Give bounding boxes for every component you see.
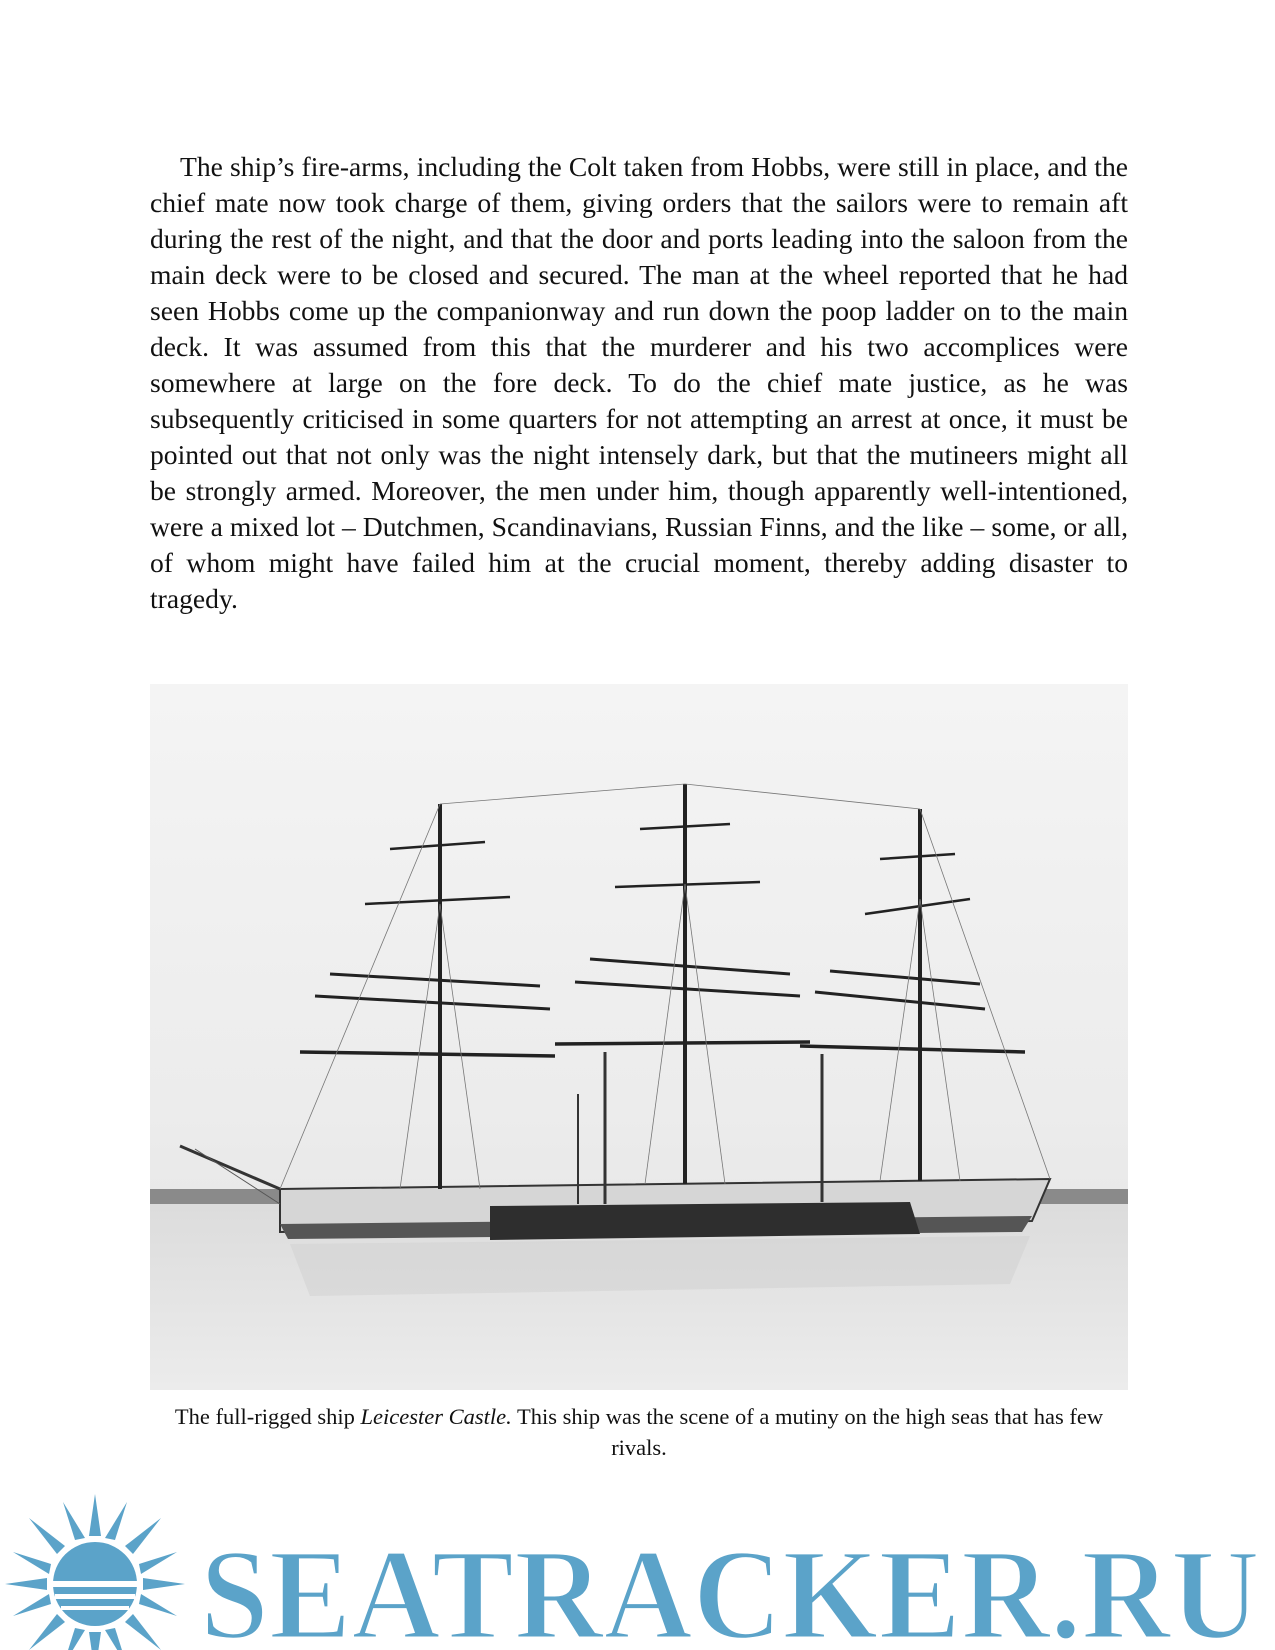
seatracker-watermark — [0, 1462, 1275, 1650]
caption-suffix: This ship was the scene of a mutiny on the high seas that has few rivals. — [511, 1404, 1104, 1460]
ship-photograph — [150, 684, 1128, 1390]
caption-prefix: The full-rigged ship — [174, 1404, 361, 1429]
figure-caption — [150, 1401, 1128, 1463]
watermark-text: SEATRACKER.RU — [200, 1523, 1260, 1650]
body-paragraph: The ship’s fire-arms, including the Colt taken from Hobbs, were still in place, and the chief mate now took charge of them, giving orders that the sailors were to remain aft during the rest of the night, and that the door and ports leading into the saloon from the main deck were to be closed and secured. The man at the wheel reported that he had seen Hobbs come up the companionway and run down the poop ladder on to the main deck. It was assumed from this that the murderer and his two accomplices were somewhere at large on the fore deck. To do the chief mate justice, as he was subsequently criticised in some quarters for not attempting an arrest at once, it must be pointed out that not only was the night intensely dark, but that the mutineers might all be strongly armed. Moreover, the men under him, though apparently well-intentioned, were a mixed lot – Dutchmen, Scandinavians, Russian Finns, and the like – some, or all, of whom might have failed him at the crucial moment, thereby adding disaster to tragedy. — [150, 151, 1128, 614]
caption-ship-name: Leicester Castle. — [360, 1404, 512, 1429]
sun-icon — [5, 1494, 185, 1650]
